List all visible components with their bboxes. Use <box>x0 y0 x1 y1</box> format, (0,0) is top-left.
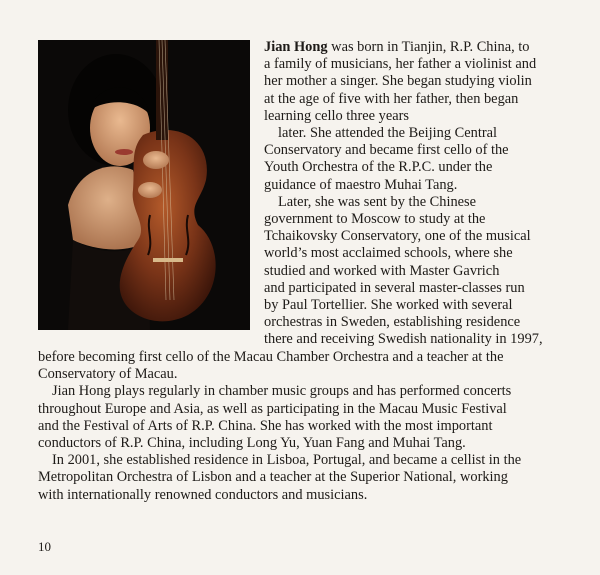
cellist-portrait-photo <box>38 40 250 330</box>
bio-line-7: Conservatory and became first cello of the <box>264 142 509 159</box>
bio-line-5: learning cello three years <box>264 107 410 124</box>
bio-full-line-9: with internationally renowned conductors and musicians. <box>38 486 368 503</box>
bio-full-line-4: throughout Europe and Asia, as well as participating in the Macau Music Festival <box>38 400 507 417</box>
bio-line-12: Tchaikovsky Conservatory, one of the musical <box>264 228 531 245</box>
bio-line-10: Later, she was sent by the Chinese <box>278 193 477 210</box>
artist-name: Jian Hong <box>264 39 328 55</box>
bio-line-6: later. She attended the Beijing Central <box>278 125 497 142</box>
bio-line-13: world’s most acclaimed schools, where she <box>264 245 513 262</box>
bio-full-line-8: Metropolitan Orchestra of Lisbon and a teacher at the Superior National, working <box>38 469 508 486</box>
biography-full-width <box>38 349 568 504</box>
bio-line-18: there and receiving Swedish nationality in 1997, <box>264 331 543 348</box>
bio-line-17: orchestras in Sweden, establishing residence <box>264 314 521 331</box>
bio-line-3: her mother a singer. She began studying violin <box>264 73 532 90</box>
bio-full-line-1: before becoming first cello of the Macau Chamber Orchestra and a teacher at the <box>38 349 504 365</box>
biography-right-column <box>264 39 574 349</box>
bio-line-4: at the age of five with her father, then began <box>264 90 519 107</box>
bio-line-16: by Paul Tortellier. She worked with several <box>264 297 513 314</box>
bio-line-2: a family of musicians, her father a violinist and <box>264 56 537 73</box>
bio-full-line-6: conductors of R.P. China, including Long Yu, Yuan Fang and Muhai Tang. <box>38 435 466 452</box>
page-number: 10 <box>38 539 51 554</box>
bio-line-1: Jian Hong was born in Tianjin, R.P. China, to <box>264 39 530 55</box>
bio-line-14: studied and worked with Master Gavrich <box>264 262 500 279</box>
bio-line-15: and participated in several master-classes run <box>264 279 525 296</box>
bio-line-8: Youth Orchestra of the R.P.C. under the <box>264 159 493 176</box>
bio-full-line-7: In 2001, she established residence in Lisboa, Portugal, and became a cellist in the <box>52 452 522 469</box>
bio-full-line-5: and the Festival of Arts of R.P. China. She has worked with the most important <box>38 417 493 434</box>
bio-line-9: guidance of maestro Muhai Tang. <box>264 176 458 193</box>
bio-full-line-2: Conservatory of Macau. <box>38 366 178 383</box>
bio-line-11: government to Moscow to study at the <box>264 211 486 228</box>
bio-full-line-3: Jian Hong plays regularly in chamber music groups and has performed concerts <box>52 383 512 400</box>
